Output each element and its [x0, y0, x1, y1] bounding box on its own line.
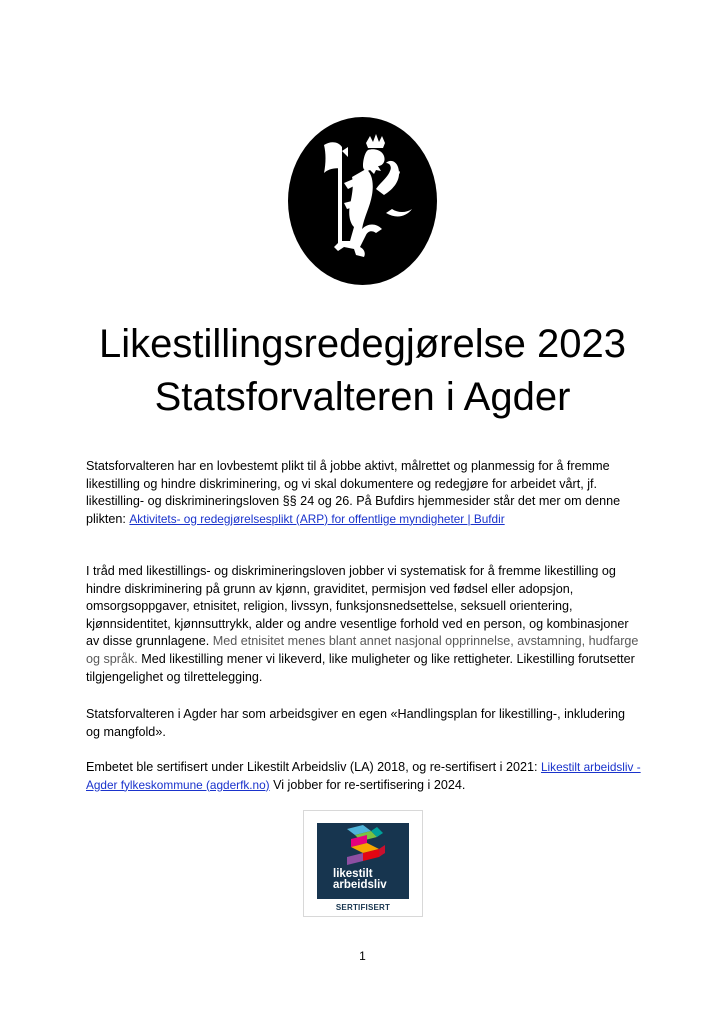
paragraph-text: Med likestilling mener vi likeverd, like muligheter og like rettigheter. Likestilling forutsetter tilgjengelighet og tilrettelegging.: [86, 651, 635, 684]
likestilt-arbeidsliv-logo: [303, 810, 423, 917]
coat-of-arms-lion-icon: [288, 117, 437, 285]
paragraph-duty: [86, 458, 642, 528]
certified-label: SERTIFISERT: [335, 903, 391, 912]
paragraph-grey-text: Med etnisitet menes blant annet nasjonal opprinnelse, avstamning, hudfarge og språk.: [86, 634, 639, 666]
logo-text-line2: arbeidsliv: [333, 879, 387, 891]
agderfk-link[interactable]: Likestilt arbeidsliv - Agder fylkeskommune (agderfk.no): [86, 760, 641, 792]
paragraph-discrimination: [86, 563, 642, 686]
paragraph-text: I tråd med likestillings- og diskrimineringsloven jobber vi systematisk for å fremme likestilling og hindre diskriminering på grunn av kjønn, graviditet, permisjon ved fødsel eller adopsjon, omsorgsoppgaver, etnisitet, religion, livssyn, funksjonsnedsettelse, seksuell orientering, kjønnsidentitet, kjønnsuttrykk, alder og andre vesentlige forhold ved en person, og kombinasjoner av disse grunnlagene.: [86, 564, 629, 649]
logo-text-line1: likestilt: [333, 868, 373, 880]
paragraph-text: Vi jobber for re-sertifisering i 2024.: [269, 777, 466, 792]
paragraph-text: Statsforvalteren i Agder har som arbeidsgiver en egen «Handlingsplan for likestilling-, inkludering og mangfold».: [86, 707, 626, 739]
document-subtitle: Statsforvalteren i Agder: [154, 375, 571, 419]
paragraph-text: Statsforvalteren har en lovbestemt plikt til å jobbe aktivt, målrettet og planmessig for å fremme likestilling og hindre diskriminering, og vi skal dokumentere og redegjøre for arbeidet vårt, jf. likestilling- og diskrimineringsloven §§ 24 og 26. På Bufdirs hjemmesider står det mer om denne plikten:: [86, 459, 621, 526]
logo-panel: [317, 823, 409, 899]
paragraph-action-plan: [86, 706, 642, 741]
page-number: 1: [359, 949, 366, 963]
logo-ribbon-icon: [317, 823, 409, 869]
bufdir-arp-link[interactable]: Aktivitets- og redegjørelsesplikt (ARP) for offentlige myndigheter | Bufdir: [129, 511, 505, 526]
paragraph-certification: [86, 759, 642, 794]
paragraph-text: Embetet ble sertifisert under Likestilt Arbeidsliv (LA) 2018, og re-sertifisert i 2021:: [86, 760, 541, 774]
document-title: Likestillingsredegjørelse 2023: [99, 322, 626, 366]
